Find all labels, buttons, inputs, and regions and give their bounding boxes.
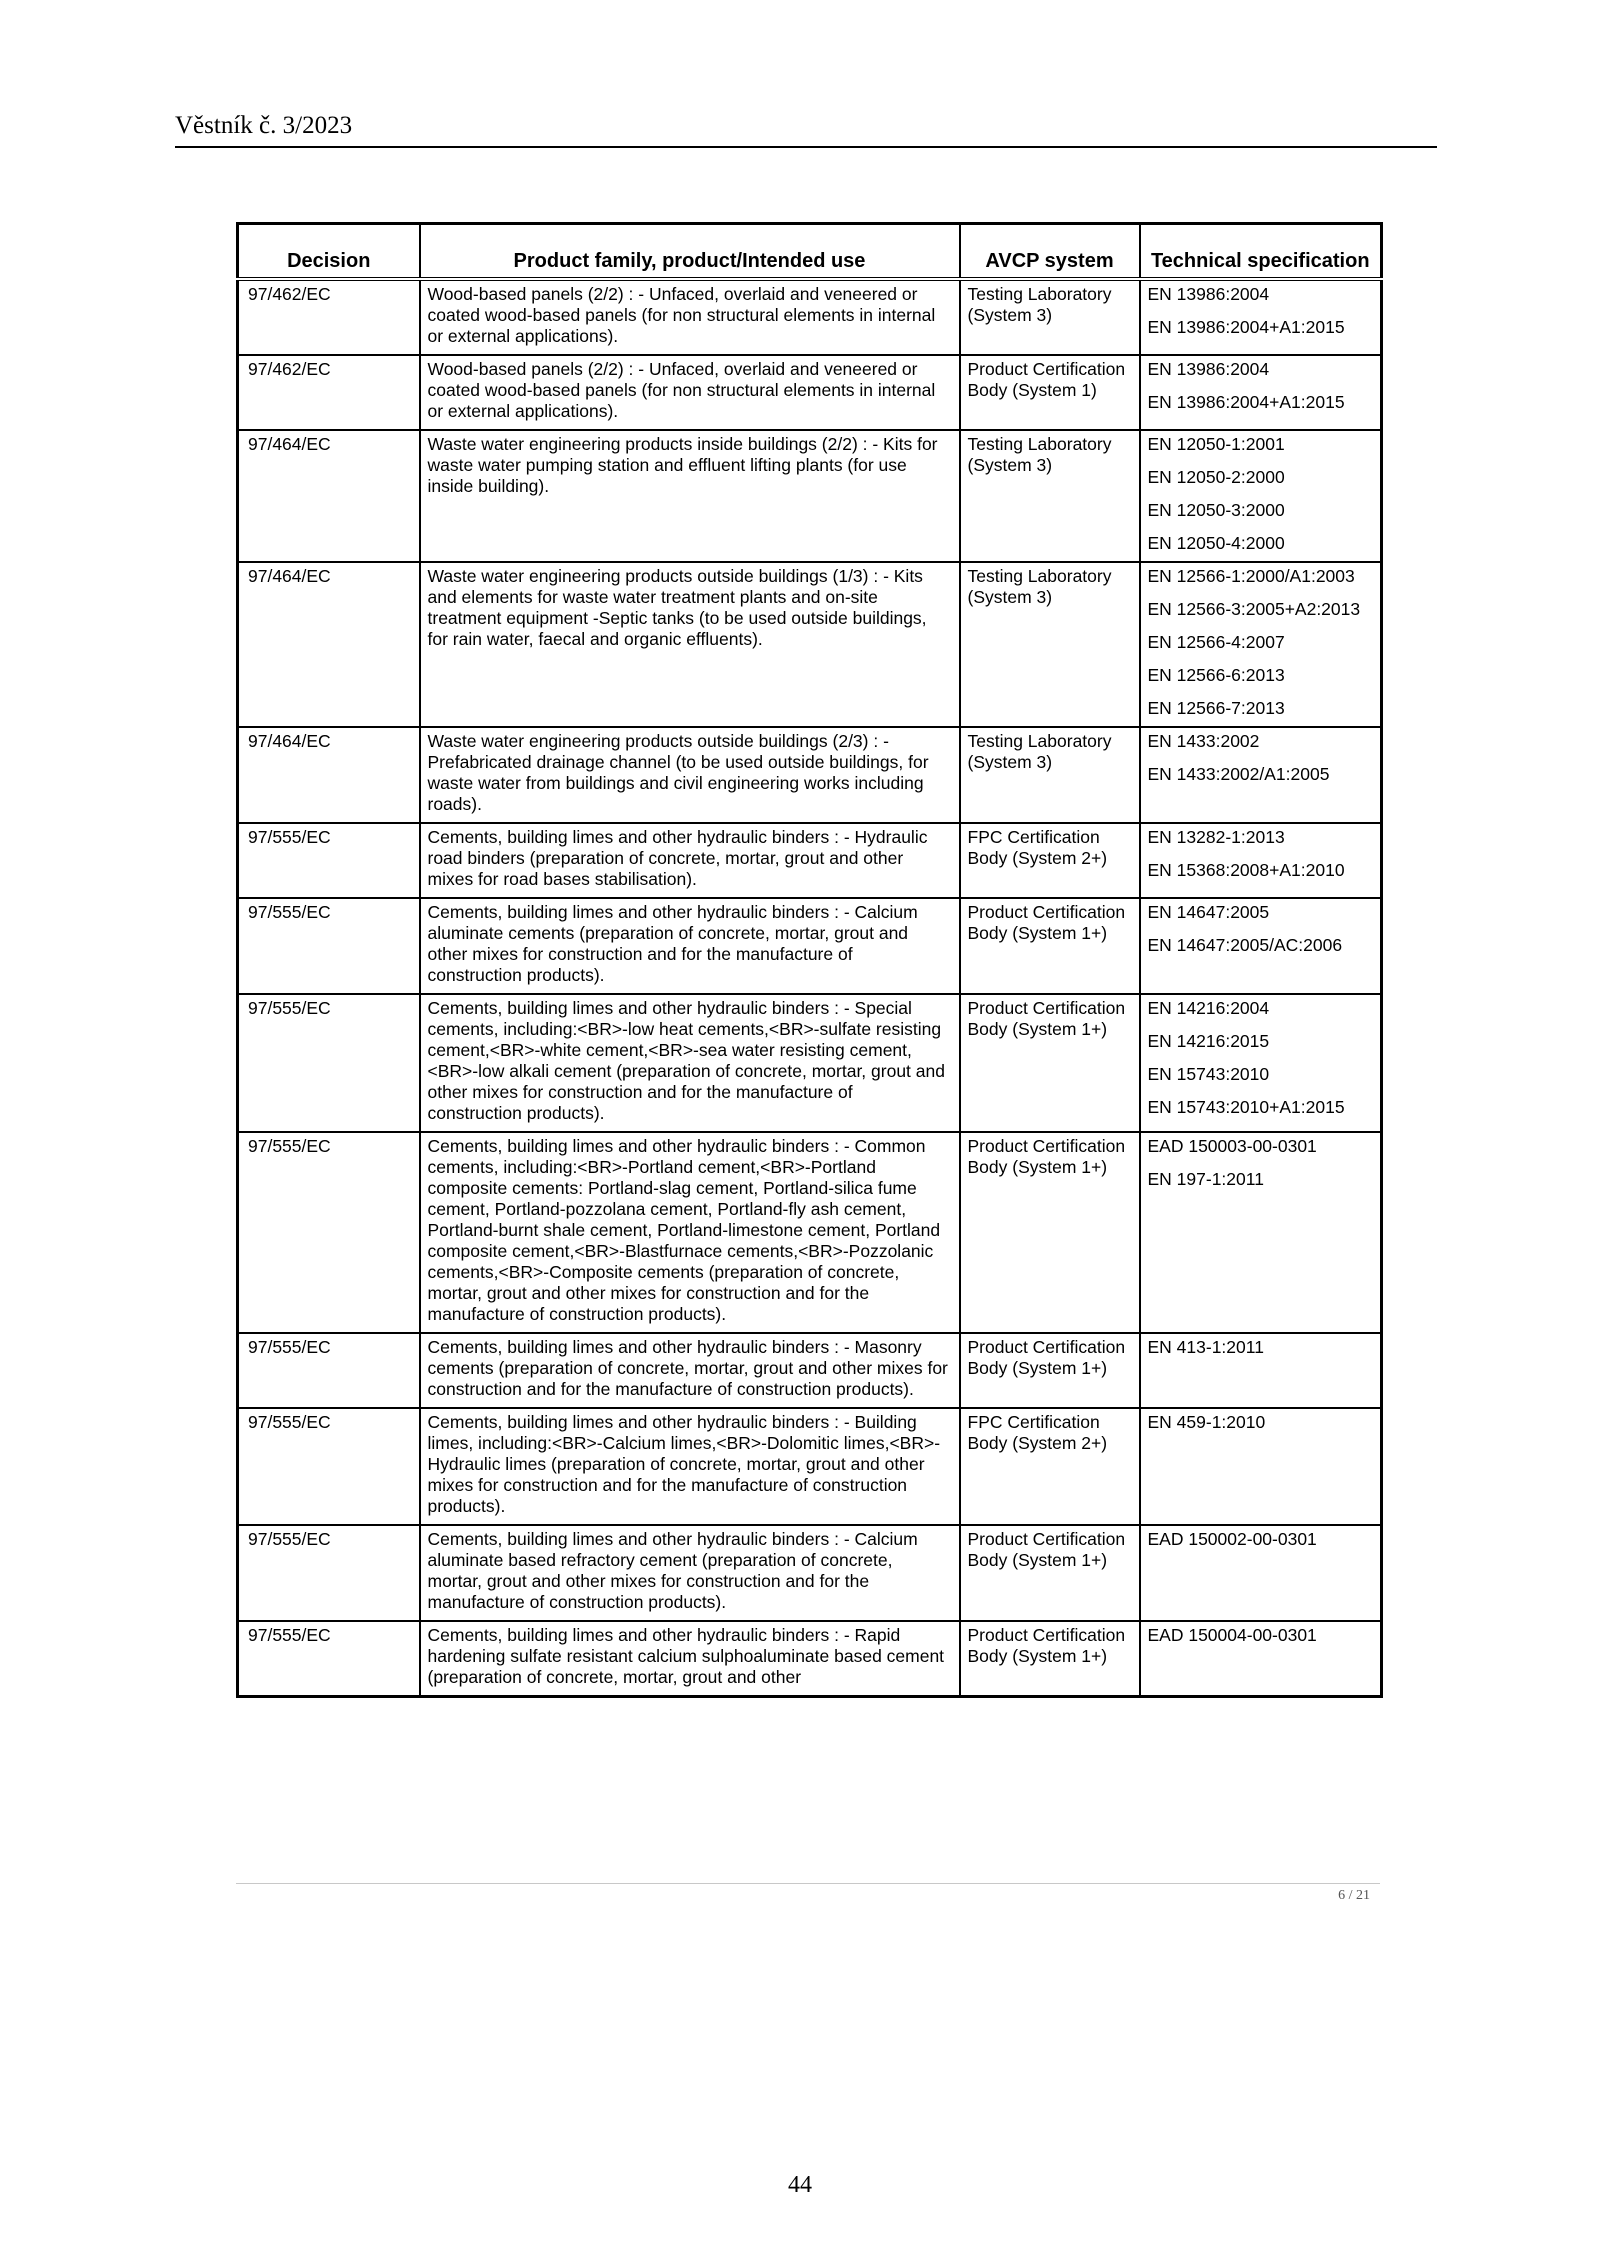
table-row xyxy=(238,562,1382,727)
technical-specification-cell xyxy=(1140,727,1382,823)
decision-cell: 97/555/EC xyxy=(238,898,420,994)
avcp-system-cell: Product Certification Body (System 1+) xyxy=(960,1525,1140,1621)
table-row xyxy=(238,823,1382,898)
specification-item: EN 15743:2010 xyxy=(1147,1064,1270,1084)
decision-cell: 97/555/EC xyxy=(238,1621,420,1697)
avcp-system-cell: Product Certification Body (System 1+) xyxy=(960,1621,1140,1697)
specification-item: EN 12050-4:2000 xyxy=(1147,533,1285,553)
specification-item: EAD 150002-00-0301 xyxy=(1147,1529,1317,1549)
technical-specification-cell xyxy=(1140,898,1382,994)
table-row xyxy=(238,1333,1382,1408)
technical-specification-cell xyxy=(1140,562,1382,727)
specification-item: EN 13986:2004 xyxy=(1147,359,1270,379)
table-row xyxy=(238,898,1382,994)
specification-item: EN 12566-6:2013 xyxy=(1147,665,1285,685)
decision-cell: 97/555/EC xyxy=(238,994,420,1132)
specification-item: EN 197-1:2011 xyxy=(1147,1169,1264,1189)
avcp-system-cell: Testing Laboratory (System 3) xyxy=(960,279,1140,355)
specification-item: EN 1433:2002/A1:2005 xyxy=(1147,764,1330,784)
column-header-technical-specification: Technical specification xyxy=(1140,224,1382,280)
specification-item: EN 12566-3:2005+A2:2013 xyxy=(1147,599,1361,619)
technical-specification-cell xyxy=(1140,1132,1382,1333)
avcp-system-cell: FPC Certification Body (System 2+) xyxy=(960,823,1140,898)
specification-item: EAD 150004-00-0301 xyxy=(1147,1625,1317,1645)
avcp-system-cell: Product Certification Body (System 1+) xyxy=(960,1132,1140,1333)
decision-cell: 97/555/EC xyxy=(238,1132,420,1333)
certification-table xyxy=(236,222,1383,1698)
table-row xyxy=(238,430,1382,562)
column-header-avcp: AVCP system xyxy=(960,224,1140,280)
technical-specification-cell xyxy=(1140,1333,1382,1408)
product-cell: Cements, building limes and other hydraulic binders : - Masonry cements (preparation of concrete, mortar, grout and other mixes for construction and for the manufacture of construction products). xyxy=(420,1333,960,1408)
technical-specification-cell xyxy=(1140,279,1382,355)
product-cell: Cements, building limes and other hydraulic binders : - Hydraulic road binders (preparation of concrete, mortar, grout and other mixes for road bases stabilisation). xyxy=(420,823,960,898)
page-number: 44 xyxy=(788,2172,812,2198)
table-header-row xyxy=(238,224,1382,280)
specification-item: EN 14216:2004 xyxy=(1147,998,1270,1018)
table-body xyxy=(238,279,1382,1697)
product-cell: Cements, building limes and other hydraulic binders : - Building limes, including:<BR>-Calcium limes,<BR>-Dolomitic limes,<BR>-Hydraulic limes (preparation of concrete, mortar, grout and other mixes for construction and for the manufacture of construction products). xyxy=(420,1408,960,1525)
technical-specification-cell xyxy=(1140,430,1382,562)
decision-cell: 97/555/EC xyxy=(238,1408,420,1525)
product-cell: Wood-based panels (2/2) : - Unfaced, overlaid and veneered or coated wood-based panels (for non structural elements in internal or external applications). xyxy=(420,279,960,355)
avcp-system-cell: Testing Laboratory (System 3) xyxy=(960,430,1140,562)
avcp-system-cell: Product Certification Body (System 1+) xyxy=(960,1333,1140,1408)
specification-item: EN 15743:2010+A1:2015 xyxy=(1147,1097,1345,1117)
decision-cell: 97/555/EC xyxy=(238,823,420,898)
specification-item: EN 13986:2004 xyxy=(1147,284,1270,304)
decision-cell: 97/555/EC xyxy=(238,1333,420,1408)
product-cell: Wood-based panels (2/2) : - Unfaced, overlaid and veneered or coated wood-based panels (for non structural elements in internal or external applications). xyxy=(420,355,960,430)
product-cell: Waste water engineering products outside buildings (2/3) : - Prefabricated drainage channel (to be used outside buildings, for waste water from buildings and civil engineering works including roads). xyxy=(420,727,960,823)
specification-item: EN 14647:2005/AC:2006 xyxy=(1147,935,1343,955)
footer-rule xyxy=(236,1883,1380,1884)
specification-item: EN 13282-1:2013 xyxy=(1147,827,1285,847)
product-cell: Cements, building limes and other hydraulic binders : - Calcium aluminate based refractory cement (preparation of concrete, mortar, grout and other mixes for construction and for the manufacture of construction products). xyxy=(420,1525,960,1621)
specification-item: EN 12050-2:2000 xyxy=(1147,467,1285,487)
decision-cell: 97/464/EC xyxy=(238,430,420,562)
specification-item: EN 1433:2002 xyxy=(1147,731,1260,751)
avcp-system-cell: Product Certification Body (System 1) xyxy=(960,355,1140,430)
specification-item: EAD 150003-00-0301 xyxy=(1147,1136,1317,1156)
decision-cell: 97/462/EC xyxy=(238,355,420,430)
specification-item: EN 12050-1:2001 xyxy=(1147,434,1285,454)
specification-item: EN 12566-7:2013 xyxy=(1147,698,1285,718)
specification-item: EN 13986:2004+A1:2015 xyxy=(1147,392,1345,412)
technical-specification-cell xyxy=(1140,994,1382,1132)
avcp-system-cell: Product Certification Body (System 1+) xyxy=(960,994,1140,1132)
avcp-system-cell: Product Certification Body (System 1+) xyxy=(960,898,1140,994)
table-row xyxy=(238,1408,1382,1525)
table-row xyxy=(238,355,1382,430)
decision-cell: 97/555/EC xyxy=(238,1525,420,1621)
decision-cell: 97/464/EC xyxy=(238,727,420,823)
technical-specification-cell xyxy=(1140,1525,1382,1621)
specification-item: EN 13986:2004+A1:2015 xyxy=(1147,317,1345,337)
product-cell: Waste water engineering products inside buildings (2/2) : - Kits for waste water pumping station and effluent lifting plants (for use inside building). xyxy=(420,430,960,562)
table-row xyxy=(238,1621,1382,1697)
specification-item: EN 14647:2005 xyxy=(1147,902,1270,922)
table-row xyxy=(238,994,1382,1132)
specification-item: EN 14216:2015 xyxy=(1147,1031,1270,1051)
specification-item: EN 413-1:2011 xyxy=(1147,1337,1264,1357)
table-row xyxy=(238,279,1382,355)
header-rule xyxy=(175,146,1437,148)
technical-specification-cell xyxy=(1140,355,1382,430)
table-row xyxy=(238,1525,1382,1621)
specification-item: EN 12566-1:2000/A1:2003 xyxy=(1147,566,1355,586)
avcp-system-cell: Testing Laboratory (System 3) xyxy=(960,562,1140,727)
technical-specification-cell xyxy=(1140,1408,1382,1525)
product-cell: Cements, building limes and other hydraulic binders : - Special cements, including:<BR>-low heat cements,<BR>-sulfate resisting cement,<BR>-white cement,<BR>-sea water resisting cement,<BR>-low alkali cement (preparation of concrete, mortar, grout and other mixes for construction and for the manufacture of construction products). xyxy=(420,994,960,1132)
technical-specification-cell xyxy=(1140,1621,1382,1697)
column-header-decision: Decision xyxy=(238,224,420,280)
product-cell: Cements, building limes and other hydraulic binders : - Rapid hardening sulfate resistant calcium sulphoaluminate based cement (preparation of concrete, mortar, grout and other xyxy=(420,1621,960,1697)
page-header-title: Věstník č. 3/2023 xyxy=(175,112,353,139)
specification-item: EN 12566-4:2007 xyxy=(1147,632,1285,652)
column-header-product: Product family, product/Intended use xyxy=(420,224,960,280)
specification-item: EN 12050-3:2000 xyxy=(1147,500,1285,520)
product-cell: Cements, building limes and other hydraulic binders : - Common cements, including:<BR>-Portland cement,<BR>-Portland composite cements: Portland-slag cement, Portland-silica fume cement, Portland-pozzolana cement, Portland-fly ash cement, Portland-burnt shale cement, Portland-limestone cement, Portland composite cement,<BR>-Blastfurnace cements,<BR>-Pozzolanic cements,<BR>-Composite cements (preparation of concrete, mortar, grout and other mixes for construction and for the manufacture of construction products). xyxy=(420,1132,960,1333)
product-cell: Cements, building limes and other hydraulic binders : - Calcium aluminate cements (preparation of concrete, mortar, grout and other mixes for construction and for the manufacture of construction products). xyxy=(420,898,960,994)
product-cell: Waste water engineering products outside buildings (1/3) : - Kits and elements for waste water treatment plants and on-site treatment equipment -Septic tanks (to be used outside buildings, for rain water, faecal and organic effluents). xyxy=(420,562,960,727)
decision-cell: 97/464/EC xyxy=(238,562,420,727)
table-row xyxy=(238,1132,1382,1333)
avcp-system-cell: Testing Laboratory (System 3) xyxy=(960,727,1140,823)
specification-item: EN 15368:2008+A1:2010 xyxy=(1147,860,1345,880)
avcp-system-cell: FPC Certification Body (System 2+) xyxy=(960,1408,1140,1525)
page-of-count: 6 / 21 xyxy=(1338,1888,1370,1903)
decision-cell: 97/462/EC xyxy=(238,279,420,355)
specification-item: EN 459-1:2010 xyxy=(1147,1412,1266,1432)
technical-specification-cell xyxy=(1140,823,1382,898)
table-row xyxy=(238,727,1382,823)
